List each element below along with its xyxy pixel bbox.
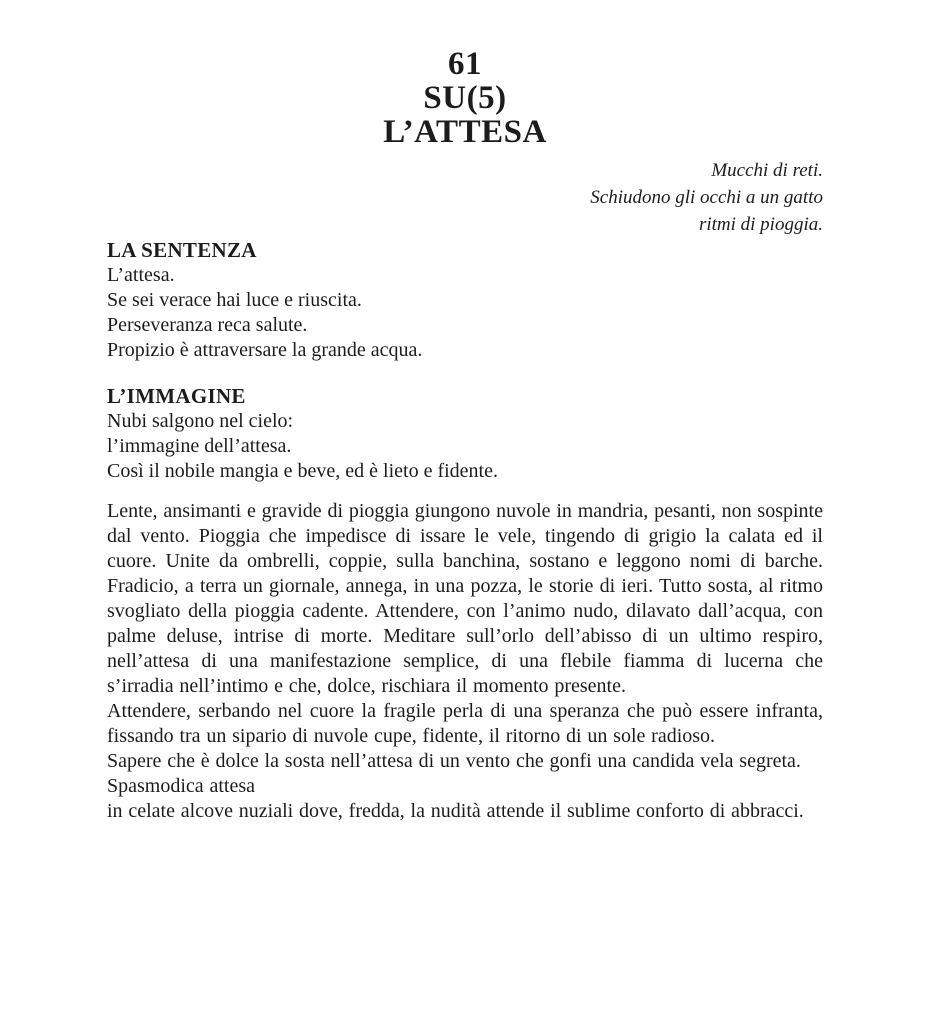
verse-line: Propizio è attraversare la grande acqua.: [107, 339, 423, 361]
verse-line: Così il nobile mangia e beve, ed è lieto e fidente.: [107, 460, 498, 482]
epigraph-line: ritmi di pioggia.: [698, 214, 823, 235]
verse-line: Nubi salgono nel cielo:: [107, 410, 294, 432]
commentary-block: Spasmodica attesa: [107, 775, 255, 797]
epigraph: [107, 157, 823, 238]
commentary-block: Sapere che è dolce la sosta nell’attesa di un vento che gonfi una candida vela segreta.: [107, 750, 801, 772]
commentary-block: Attendere, serbando nel cuore la fragile perla di una speranza che può essere infranta, fissando tra un sipario di nuvole cupe, fidente, il ritorno di un sole radioso.: [107, 700, 823, 747]
section-l-immagine: [107, 384, 823, 484]
sentenza-heading: LA SENTENZA: [107, 238, 257, 262]
immagine-heading: L’IMMAGINE: [107, 384, 246, 408]
chapter-title: L’ATTESA: [383, 114, 547, 150]
commentary-block: in celate alcove nuziali dove, fredda, la nudità attende il sublime conforto di abbracci.: [107, 800, 804, 822]
epigraph-line: Mucchi di reti.: [711, 160, 823, 181]
page-content: [107, 0, 823, 824]
commentary: [107, 499, 823, 824]
verse-line: Se sei verace hai luce e riuscita.: [107, 289, 362, 311]
chapter-header: [107, 47, 823, 149]
verse-line: L’attesa.: [107, 264, 175, 286]
chapter-code: SU(5): [423, 80, 507, 116]
section-la-sentenza: [107, 238, 823, 363]
commentary-block: Lente, ansimanti e gravide di pioggia giungono nuvole in mandria, pesanti, non sospinte dal vento. Pioggia che impedisce di issare le vele, tingendo di grigio la calata ed il cuore. Unite da ombrelli, coppie, sulla banchina, sostano e leggono nomi di barche. Fradicio, a terra un giornale, annega, in una pozza, le storie di ieri. Tutto sosta, al ritmo svogliato della pioggia cadente. Attendere, con l’animo nudo, dilavato dall’acqua, con palme deluse, intrise di morte. Meditare sull’orlo dell’abisso di un ultimo respiro, nell’attesa di una manifestazione semplice, di una flebile fiamma di lucerna che s’irradia nell’intimo e che, dolce, rischiara il momento presente.: [107, 500, 823, 697]
chapter-number: 61: [448, 46, 482, 82]
verse-line: Perseveranza reca salute.: [107, 314, 308, 336]
epigraph-line: Schiudono gli occhi a un gatto: [590, 187, 823, 208]
verse-line: l’immagine dell’attesa.: [107, 435, 292, 457]
